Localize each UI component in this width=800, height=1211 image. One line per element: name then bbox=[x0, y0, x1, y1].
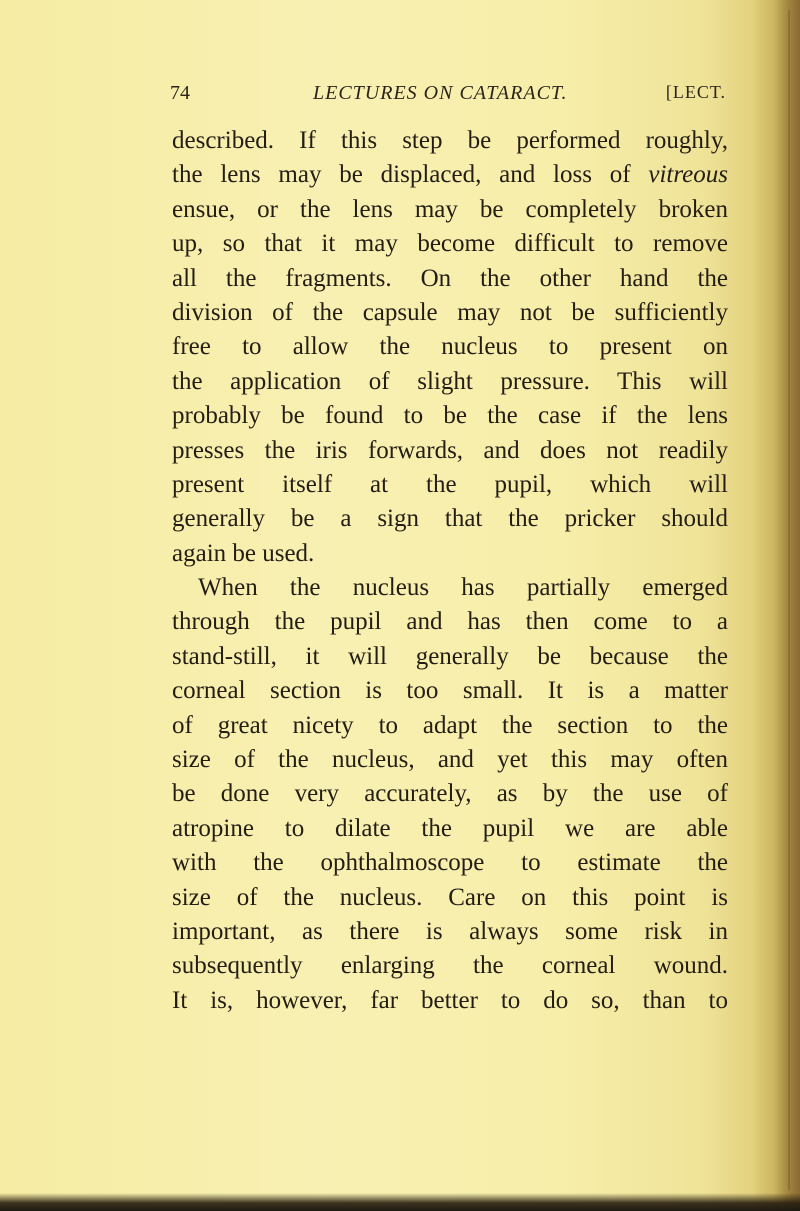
text-line: stand-still, it will generally be because the bbox=[172, 642, 728, 670]
page-number: 74 bbox=[170, 82, 190, 104]
body-text bbox=[172, 124, 728, 1018]
text-line: size of the nucleus, and yet this may often bbox=[172, 746, 728, 774]
page-edge-shadow bbox=[752, 0, 800, 1211]
text-line: subsequently enlarging the corneal wound. bbox=[172, 952, 728, 980]
text-line-paragraph-start: When the nucleus has partially emerged bbox=[198, 574, 728, 602]
text-line: up, so that it may become difficult to remove bbox=[172, 230, 728, 258]
text-line: ensue, or the lens may be completely broken bbox=[172, 195, 728, 223]
running-title: LECTURES ON CATARACT. bbox=[313, 82, 568, 104]
text-line: generally be a sign that the pricker should bbox=[172, 505, 728, 533]
text-line: size of the nucleus. Care on this point is bbox=[172, 883, 728, 911]
text-line: of great nicety to adapt the section to the bbox=[172, 711, 728, 739]
text-line: corneal section is too small. It is a matter bbox=[172, 677, 728, 705]
section-mark: [LECT. bbox=[665, 82, 726, 102]
running-head bbox=[170, 82, 726, 112]
italic-word: vitreous bbox=[648, 161, 729, 189]
text-line: present itself at the pupil, which will bbox=[172, 470, 728, 498]
text-line: the application of slight pressure. This will bbox=[172, 367, 728, 395]
text-line: free to allow the nucleus to present on bbox=[172, 333, 728, 361]
text-line-with-italic bbox=[172, 158, 728, 192]
text-line: atropine to dilate the pupil we are able bbox=[172, 814, 728, 842]
text-line: through the pupil and has then come to a bbox=[172, 608, 728, 636]
text-line: probably be found to be the case if the lens bbox=[172, 402, 728, 430]
text-line: described. If this step be performed roughly, bbox=[172, 127, 728, 154]
text-line: important, as there is always some risk in bbox=[172, 917, 728, 945]
text-line: with the ophthalmoscope to estimate the bbox=[172, 849, 728, 877]
text-line: all the fragments. On the other hand the bbox=[172, 264, 728, 292]
gutter-line bbox=[788, 10, 790, 1190]
text-line: presses the iris forwards, and does not readily bbox=[172, 436, 728, 464]
text-line-part: the lens may be displaced, and loss of bbox=[172, 161, 631, 189]
page-bottom-edge bbox=[0, 1193, 800, 1211]
text-line: again be used. bbox=[172, 539, 315, 567]
text-line: It is, however, far better to do so, than to bbox=[172, 986, 728, 1014]
text-line: be done very accurately, as by the use of bbox=[172, 780, 728, 808]
text-line: division of the capsule may not be sufficiently bbox=[172, 298, 728, 326]
